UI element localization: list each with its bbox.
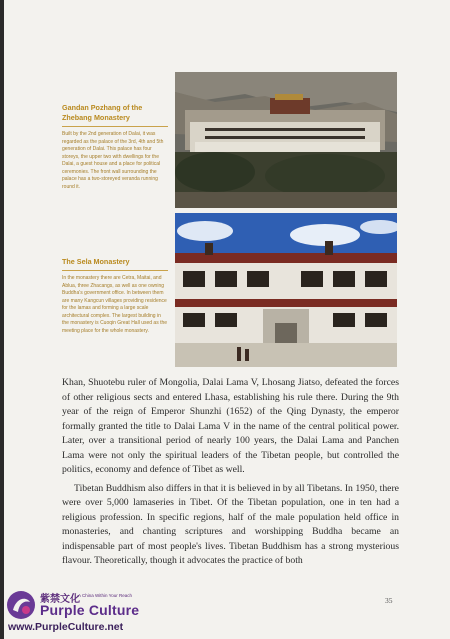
page-edge — [0, 0, 4, 639]
watermark-url[interactable]: www.PurpleCulture.net — [8, 621, 124, 633]
watermark-chinese: 紫禁文化 — [40, 594, 80, 605]
photo-sela-monastery — [175, 213, 397, 367]
watermark-name: Purple Culture — [40, 602, 140, 618]
watermark-tagline: A China Within Your Reach — [78, 593, 133, 598]
caption-divider — [62, 126, 168, 127]
caption-body: In the monastery there are Cetra, Maitai, and Ablua, three Zhacangs, as well as one owning Buddha's government office. In between them are many Kangcun villages providing residence for the lamas and forming a large scale architectural complex. The largest building in the monastery is Cuoqin Great Hall used as the meeting place for the whole monastery. — [62, 275, 168, 334]
caption-zhebang — [62, 103, 168, 191]
paragraph: Tibetan Buddhism also differs in that it is believed in by all Tibetans. In 1950, there were over 5,000 lamaseries in Tibet. Of the Tibetan population, one in ten had a religious profession. In specific regions, half of the male population held office in monasteries, and chanting scriptures and worshipping Buddha became an indispensable part of most people's lives. Tibetan Buddhism has a strong mysterious flavour. Theoretically, though it advocates the practice of both — [62, 482, 399, 566]
caption-body: Built by the 2nd generation of Dalai, it was regarded as the palace of the 3rd, 4th and 5th generation of Dalai. This palace has four storeys, the upper two with dwellings for the Dalai, a guest house and a place for political ceremonies. The front wall surrounding the palace has a two-storeyed veranda running round it. — [62, 131, 164, 190]
photo-zhebang-monastery — [175, 72, 397, 208]
paragraph: Khan, Shuotebu ruler of Mongolia, Dalai Lama V, Lhosang Jiatso, defeated the forces of other religious sects and entered Lhasa, establishing his rule there. During the 9th year of the reign of Emperor Shunzhi (1652) of the Qing Dynasty, the emperor formally granted the title to Dalai Lama V in the name of the central political power. Later, over a transitional period of nearly 100 years, the Dalai Lama and Panchen Lama were not only the spiritual leaders of the Tibetan people, but controlled the politics, economy and defence of Tibet as well. — [62, 377, 399, 475]
caption-sela — [62, 257, 168, 335]
caption-title: Gandan Pozhang of the Zhebang Monastery — [62, 103, 143, 122]
caption-divider — [62, 270, 168, 271]
purple-culture-logo-icon — [6, 590, 36, 620]
caption-title: The Sela Monastery — [62, 257, 130, 266]
body-text — [62, 376, 399, 569]
watermark-logo — [6, 588, 166, 636]
page-number: 35 — [385, 596, 393, 605]
